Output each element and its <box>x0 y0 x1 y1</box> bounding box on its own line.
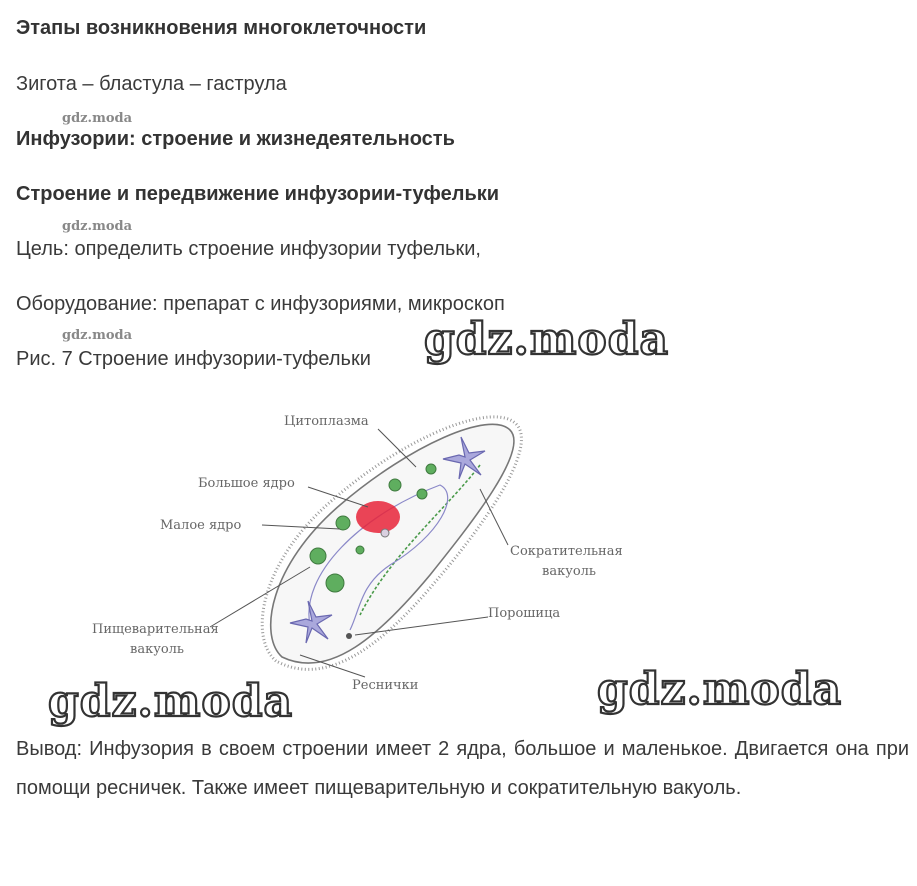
heading-infusoria: Инфузории: строение и жизнедеятельность <box>16 128 455 150</box>
label-micronucleus: Малое ядро <box>160 518 242 533</box>
label-cytoplasm: Цитоплазма <box>284 414 369 429</box>
anal-pore <box>346 633 352 639</box>
watermark-large: gdz.moda <box>424 314 670 365</box>
label-digestive-vacuole: Пищеварительная <box>92 622 219 637</box>
digestive-vacuole <box>426 464 436 474</box>
label-cilia: Реснички <box>352 678 419 693</box>
watermark-small: gdz.moda <box>62 111 133 126</box>
label-macronucleus: Большое ядро <box>198 476 295 491</box>
watermark-small: gdz.moda <box>62 328 133 343</box>
heading-paramecium: Строение и передвижение инфузории-туфельки <box>16 183 500 205</box>
label-anal-pore: Порошица <box>488 606 561 621</box>
digestive-vacuole <box>326 574 344 592</box>
equipment-text: Оборудование: препарат с инфузориями, микроскоп <box>16 293 505 315</box>
figure-caption: Рис. 7 Строение инфузории-туфельки <box>16 348 371 370</box>
macronucleus <box>356 501 400 533</box>
digestive-vacuole <box>310 548 326 564</box>
micronucleus <box>381 529 389 537</box>
digestive-vacuole <box>356 546 364 554</box>
digestive-vacuole <box>417 489 427 499</box>
conclusion-text: Вывод: Инфузория в своем строении имеет 2 ядра, большое и маленькое. Двигается она при помощи ресничек. Также имеет пищеварительную и сократительную вакуоль. <box>16 738 909 799</box>
watermark-large: gdz.moda <box>597 664 843 715</box>
digestive-vacuole <box>389 479 401 491</box>
goal-text: Цель: определить строение инфузории туфельки, <box>16 238 481 260</box>
label-digestive-vacuole-2: вакуоль <box>130 642 185 657</box>
heading-multicellularity-stages: Этапы возникновения многоклеточности <box>16 17 427 39</box>
paragraph-zygote-stages: Зигота – бластула – гаструла <box>16 73 287 95</box>
label-contractile-vacuole-2: вакуоль <box>542 564 597 579</box>
digestive-vacuole <box>336 516 350 530</box>
label-contractile-vacuole: Сократительная <box>510 544 623 559</box>
watermark-small: gdz.moda <box>62 219 133 234</box>
watermark-large: gdz.moda <box>48 676 294 727</box>
paramecium-diagram <box>60 395 660 715</box>
